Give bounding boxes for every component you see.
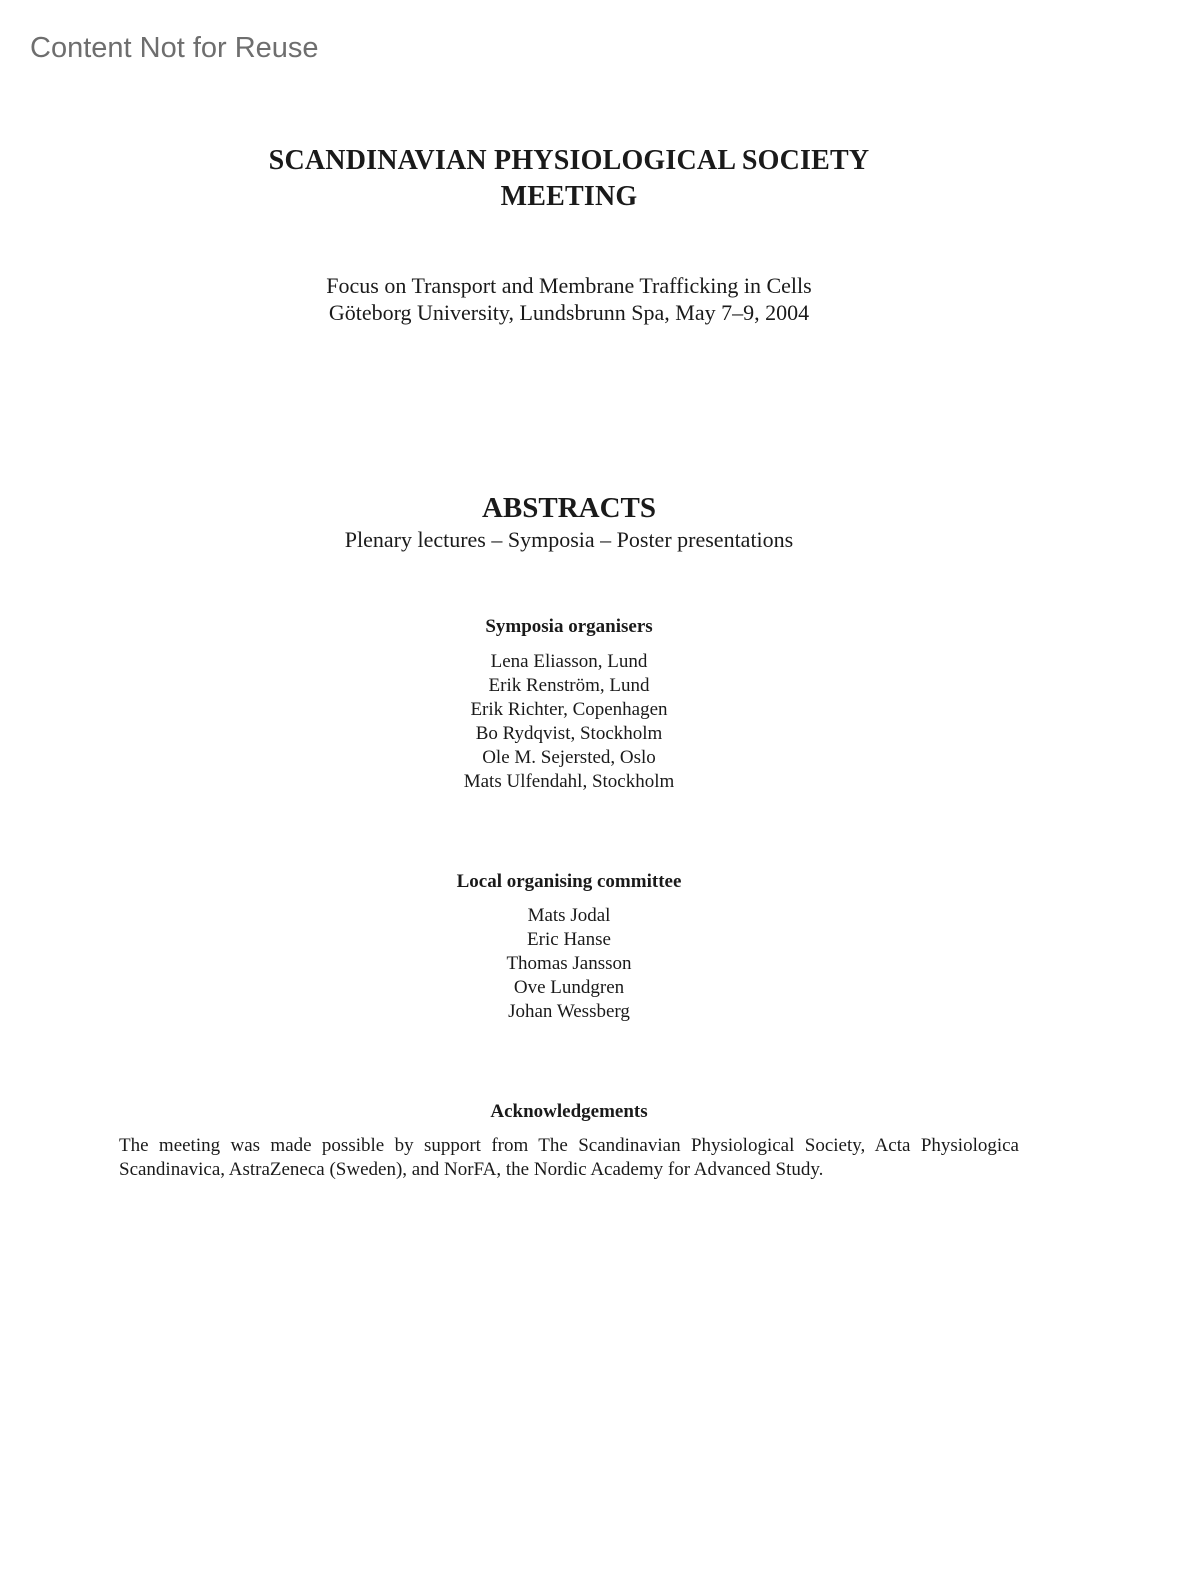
abstracts-subheading: Plenary lectures – Symposia – Poster presentations xyxy=(344,527,794,552)
page-title xyxy=(0,143,1138,215)
list-item: Thomas Jansson xyxy=(506,953,632,974)
list-item: Erik Richter, Copenhagen xyxy=(470,699,668,720)
meeting-subtitle xyxy=(0,272,1138,326)
acknowledgements-line-1: The meeting was made possible by support from The Scandinavian Physiological Society, Acta Physiologica xyxy=(119,1135,1019,1156)
subtitle-venue: Göteborg University, Lundsbrunn Spa, May 7–9, 2004 xyxy=(328,300,810,325)
acknowledgements-line-2: Scandinavica, AstraZeneca (Sweden), and NorFA, the Nordic Academy for Advanced Study. xyxy=(119,1159,824,1180)
watermark: Content Not for Reuse xyxy=(30,32,319,64)
list-item: Eric Hanse xyxy=(527,929,611,950)
list-item: Lena Eliasson, Lund xyxy=(490,651,648,672)
subtitle-focus: Focus on Transport and Membrane Trafficking in Cells xyxy=(326,273,812,298)
symposia-organisers-heading: Symposia organisers xyxy=(485,616,653,637)
acknowledgements-heading: Acknowledgements xyxy=(490,1101,648,1122)
abstracts-heading: ABSTRACTS xyxy=(481,492,657,524)
list-item: Johan Wessberg xyxy=(508,1001,630,1022)
local-committee-list xyxy=(0,904,1138,1024)
list-item: Ole M. Sejersted, Oslo xyxy=(482,747,656,768)
local-committee-heading: Local organising committee xyxy=(456,871,682,892)
acknowledgements-text xyxy=(119,1134,1019,1182)
list-item: Ove Lundgren xyxy=(513,977,625,998)
list-item: Erik Renström, Lund xyxy=(488,675,650,696)
title-line-2: MEETING xyxy=(500,181,638,212)
list-item: Bo Rydqvist, Stockholm xyxy=(475,723,663,744)
symposia-organisers-list xyxy=(0,650,1138,794)
title-line-1: SCANDINAVIAN PHYSIOLOGICAL SOCIETY xyxy=(268,145,870,176)
list-item: Mats Jodal xyxy=(527,905,611,926)
list-item: Mats Ulfendahl, Stockholm xyxy=(463,771,675,792)
